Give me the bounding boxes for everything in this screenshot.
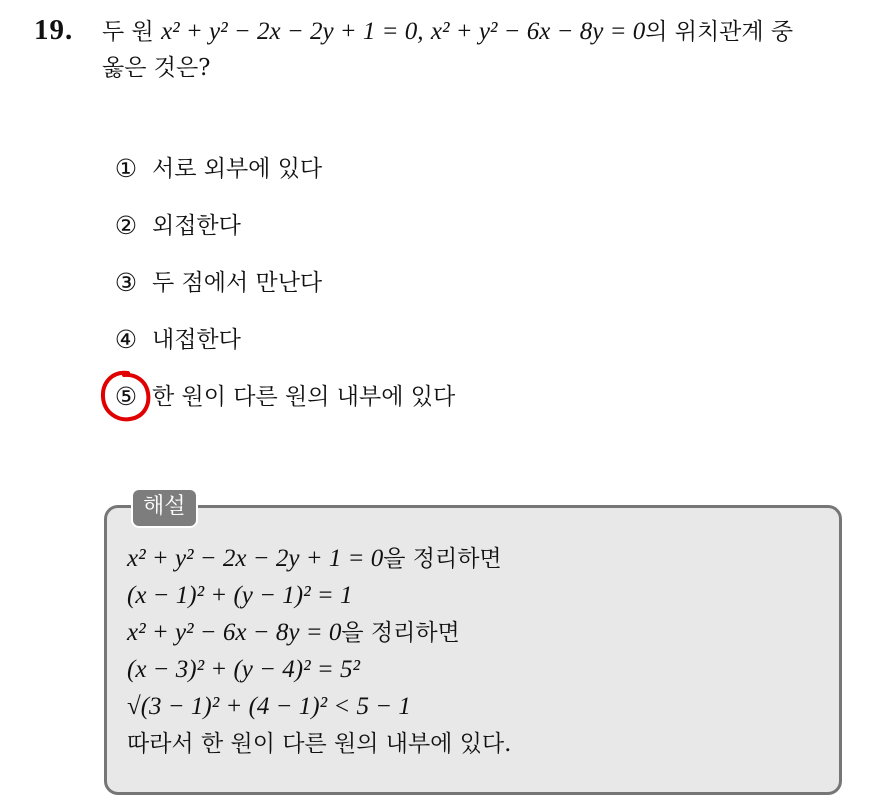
option-marker: ④ [114, 324, 138, 354]
solution-text: 을 정리하면 [341, 620, 460, 646]
option-marker [108, 379, 144, 415]
option-marker: ① [114, 153, 138, 183]
solution-line-3 [127, 614, 827, 651]
solution-line-1 [127, 540, 827, 577]
option-text: 한 원이 다른 원의 내부에 있다 [152, 383, 456, 410]
circle-equation-2: x² + y² − 6x − 8y = 0 [430, 18, 646, 45]
option-5[interactable] [108, 368, 748, 425]
option-text: 두 점에서 만난다 [152, 269, 323, 296]
option-text: 내접한다 [152, 326, 241, 353]
solution-line-2 [127, 577, 827, 614]
solution-text: 따라서 한 원이 다른 원의 내부에 있다. [127, 731, 512, 757]
solution-math: (x − 3)² + (y − 4)² = 5² [127, 656, 360, 683]
solution-math: (x − 1)² + (y − 1)² = 1 [127, 582, 353, 609]
solution-tag: 해설 [131, 488, 198, 528]
solution-line-4 [127, 651, 827, 688]
solution-line-6 [127, 725, 827, 762]
solution-text: 을 정리하면 [383, 546, 502, 572]
option-2[interactable] [108, 197, 748, 254]
option-marker-glyph: ⑤ [114, 381, 138, 411]
question-number: 19. [34, 14, 74, 46]
solution-math: x² + y² − 2x − 2y + 1 = 0 [127, 545, 384, 572]
option-marker: ③ [114, 267, 138, 297]
question-stem-line1 [102, 14, 872, 50]
option-marker: ② [114, 210, 138, 240]
question-stem-line2: 옳은 것은? [102, 55, 211, 81]
question-stem [102, 14, 872, 86]
solution-box [104, 494, 842, 795]
solution-line-5 [127, 688, 827, 725]
stem-suffix: 의 위치관계 중 [645, 19, 794, 45]
solution-math: x² + y² − 6x − 8y = 0 [127, 619, 342, 646]
option-text: 서로 외부에 있다 [152, 155, 323, 182]
stem-prefix: 두 원 [102, 19, 154, 45]
circle-equation-1: x² + y² − 2x − 2y + 1 = 0, [161, 18, 424, 45]
option-4[interactable] [108, 311, 748, 368]
option-1[interactable] [108, 140, 748, 197]
solution-lines [127, 540, 827, 762]
solution-math: √(3 − 1)² + (4 − 1)² < 5 − 1 [127, 693, 411, 720]
answer-options [108, 140, 748, 425]
option-3[interactable] [108, 254, 748, 311]
option-text: 외접한다 [152, 212, 241, 239]
